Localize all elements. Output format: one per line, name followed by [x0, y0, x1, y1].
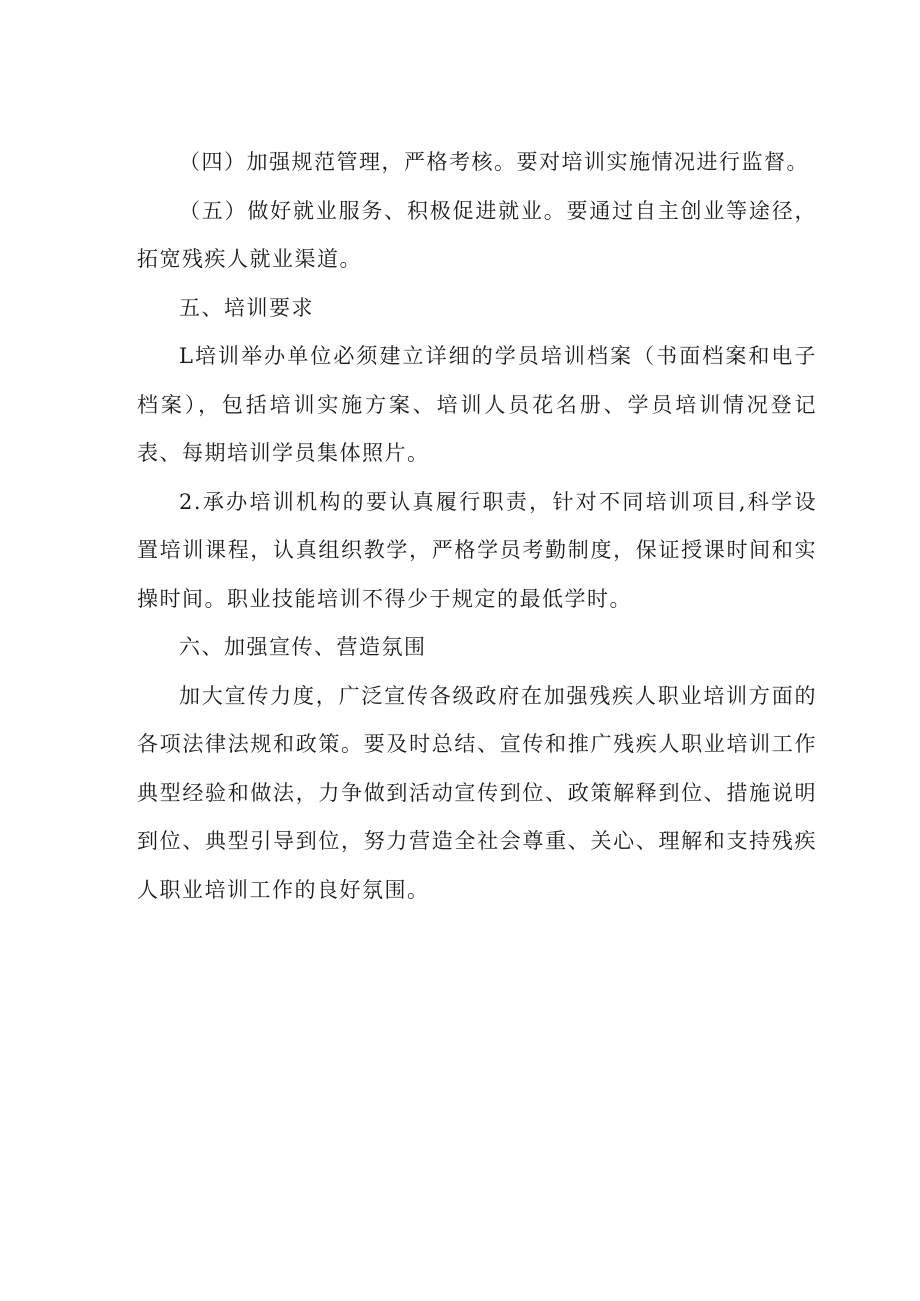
para-publicity: 加大宣传力度，广泛宣传各级政府在加强残疾人职业培训方面的各项法律法规和政策。要及时总结、宣传和推广残疾人职业培训工作典型经验和做法，力争做到活动宣传到位、政策解释到位、措施说明到位、典型引导到位，努力营造全社会尊重、关心、理解和支持残疾人职业培训工作的良好氛围。	[137, 683, 817, 902]
para-requirement-1: L培训举办单位必须建立详细的学员培训档案（书面档案和电子档案），包括培训实施方案、培训人员花名册、学员培训情况登记表、每期培训学员集体照片。	[137, 344, 817, 465]
heading-training-requirements: 五、培训要求	[179, 295, 314, 320]
para-requirement-2: 2.承办培训机构的要认真履行职责，针对不同培训项目,科学设置培训课程，认真组织教学，严格学员考勤制度，保证授课时间和实操时间。职业技能培训不得少于规定的最低学时。	[137, 489, 817, 611]
document-body	[137, 138, 817, 914]
para-supervision: （四）加强规范管理，严格考核。要对培训实施情况进行监督。	[179, 150, 809, 174]
heading-publicity: 六、加强宣传、营造氛围	[179, 635, 427, 659]
para-employment: （五）做好就业服务、积极促进就业。要通过自主创业等途径，拓宽残疾人就业渠道。	[137, 198, 817, 271]
